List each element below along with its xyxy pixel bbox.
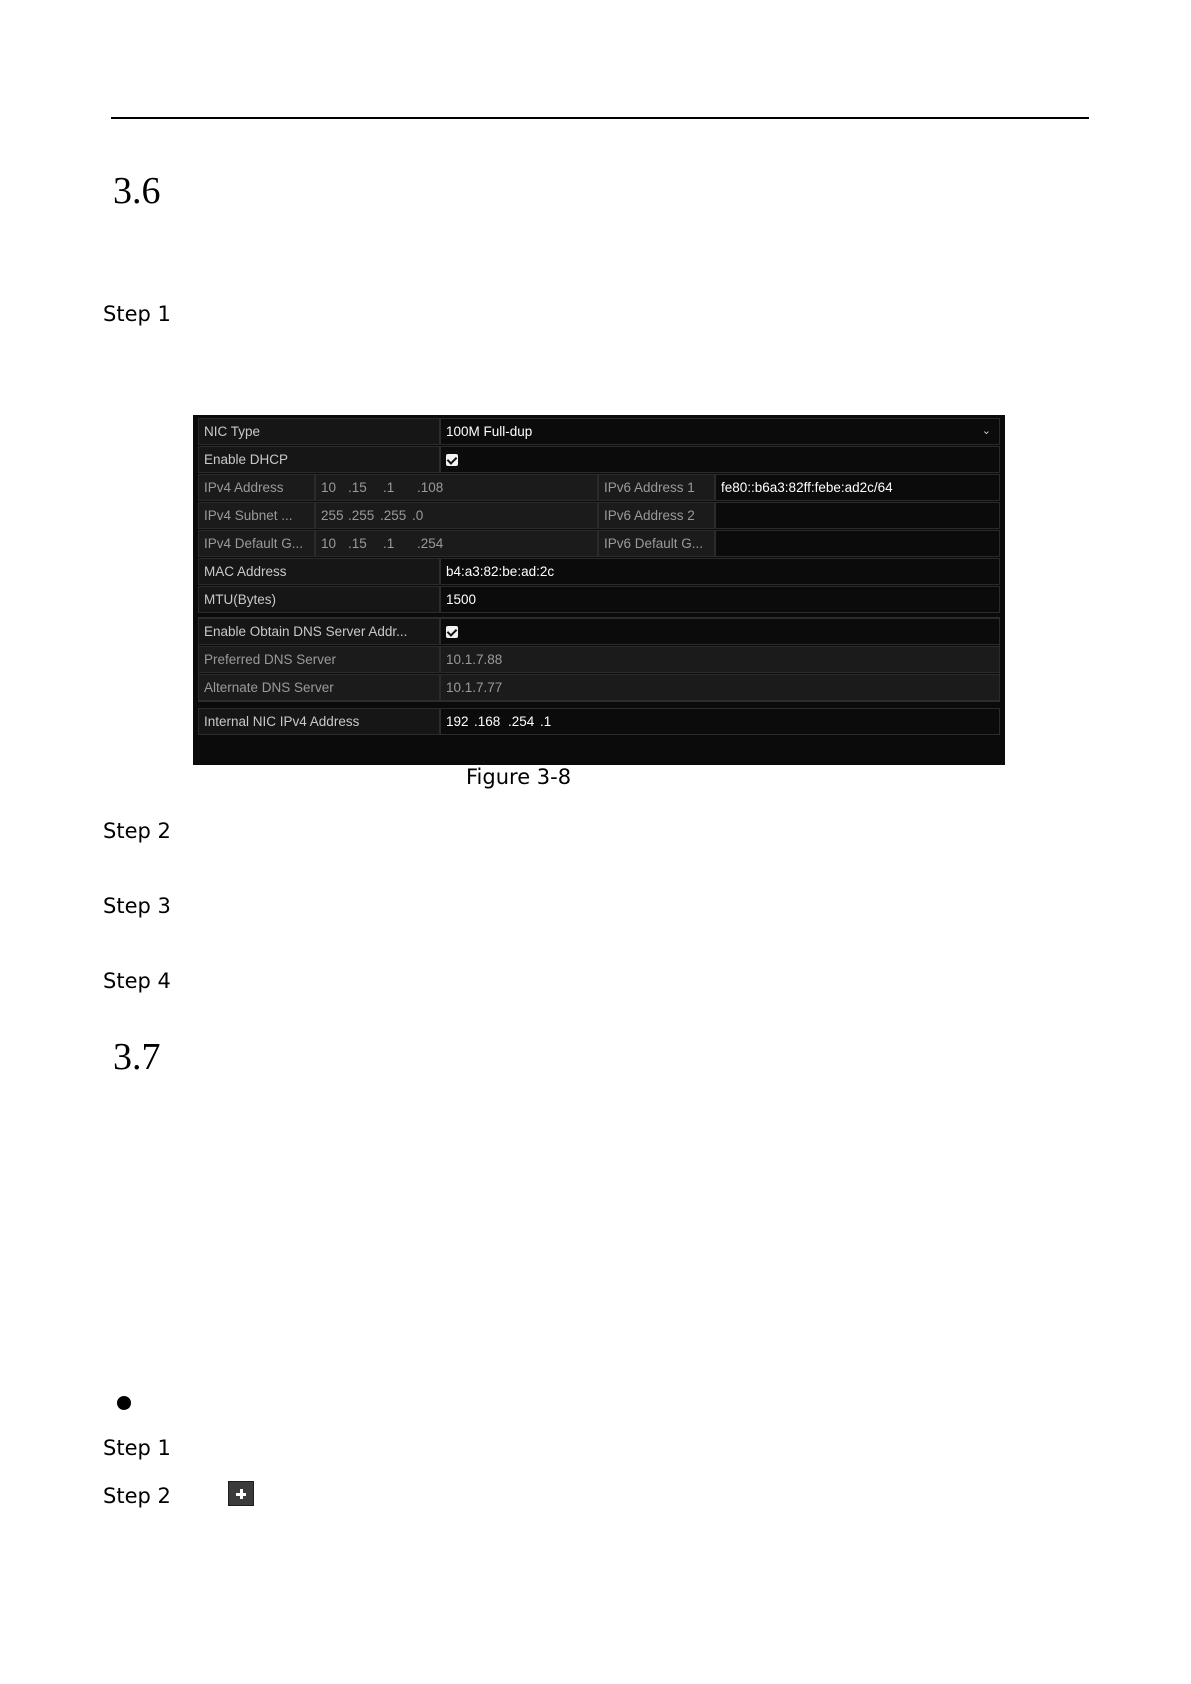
mtu-row	[198, 586, 1000, 613]
chevron-down-icon: ⌄	[981, 425, 991, 437]
auto-dns-label: Enable Obtain DNS Server Addr...	[198, 618, 440, 645]
internal-nic-label: Internal NIC IPv4 Address	[198, 708, 440, 735]
step-label: Step 3	[103, 894, 171, 918]
internal-nic-field[interactable]: 192 .168 .254 .1	[440, 708, 1000, 735]
ipv4-address-field[interactable]: 10 .15 .1 .108	[315, 474, 598, 501]
ipv6-address2-label: IPv6 Address 2	[598, 502, 715, 529]
step-label: Step 4	[103, 969, 171, 993]
ipv6-gateway-field[interactable]	[715, 530, 1000, 557]
step-label: Step 2	[103, 1484, 171, 1508]
nic-type-select[interactable]	[440, 418, 1000, 445]
ipv6-address1-label: IPv6 Address 1	[598, 474, 715, 501]
nic-type-label: NIC Type	[198, 418, 440, 445]
section-heading-3-7: 3.7	[113, 1036, 161, 1078]
ipv4-gateway-field[interactable]: 10 .15 .1 .254	[315, 530, 598, 557]
nic-type-row	[198, 418, 1000, 445]
mac-address-value: b4:a3:82:be:ad:2c	[440, 558, 1000, 585]
plus-icon[interactable]	[228, 1481, 254, 1506]
step-label: Step 1	[103, 1436, 171, 1460]
ipv4-gateway-label: IPv4 Default G...	[198, 530, 315, 557]
section-heading-3-6: 3.6	[113, 170, 161, 212]
auto-dns-checkbox[interactable]	[446, 626, 458, 638]
mtu-label: MTU(Bytes)	[198, 586, 440, 613]
preferred-dns-label: Preferred DNS Server	[198, 646, 440, 673]
ipv6-gateway-label: IPv6 Default G...	[598, 530, 715, 557]
mtu-field[interactable]: 1500	[440, 586, 1000, 613]
preferred-dns-row	[198, 646, 1000, 673]
ipv4-subnet-row	[198, 502, 1000, 529]
step-label: Step 1	[103, 302, 171, 326]
preferred-dns-field[interactable]: 10.1.7.88	[440, 646, 1000, 673]
ipv4-address-row	[198, 474, 1000, 501]
ipv4-subnet-field[interactable]: 255 .255 .255 .0	[315, 502, 598, 529]
alternate-dns-field[interactable]: 10.1.7.77	[440, 674, 1000, 701]
step-label: Step 2	[103, 819, 171, 843]
bullet-icon	[117, 1396, 131, 1410]
figure-caption: Figure 3-8	[466, 765, 572, 789]
enable-dhcp-label: Enable DHCP	[198, 446, 440, 473]
ipv6-address2-field[interactable]	[715, 502, 1000, 529]
auto-dns-row	[198, 618, 1000, 645]
mac-address-row	[198, 558, 1000, 585]
ipv4-gateway-row	[198, 530, 1000, 557]
ipv6-address1-field[interactable]: fe80::b6a3:82ff:febe:ad2c/64	[715, 474, 1000, 501]
enable-dhcp-checkbox[interactable]	[446, 454, 458, 466]
alternate-dns-row	[198, 674, 1000, 701]
nic-type-value: 100M Full-dup	[446, 424, 533, 439]
alternate-dns-label: Alternate DNS Server	[198, 674, 440, 701]
enable-dhcp-row	[198, 446, 1000, 473]
network-settings-screenshot	[193, 415, 1005, 765]
ipv4-subnet-label: IPv4 Subnet ...	[198, 502, 315, 529]
header-rule	[111, 117, 1089, 119]
ipv4-address-label: IPv4 Address	[198, 474, 315, 501]
internal-nic-row	[198, 708, 1000, 735]
mac-address-label: MAC Address	[198, 558, 440, 585]
